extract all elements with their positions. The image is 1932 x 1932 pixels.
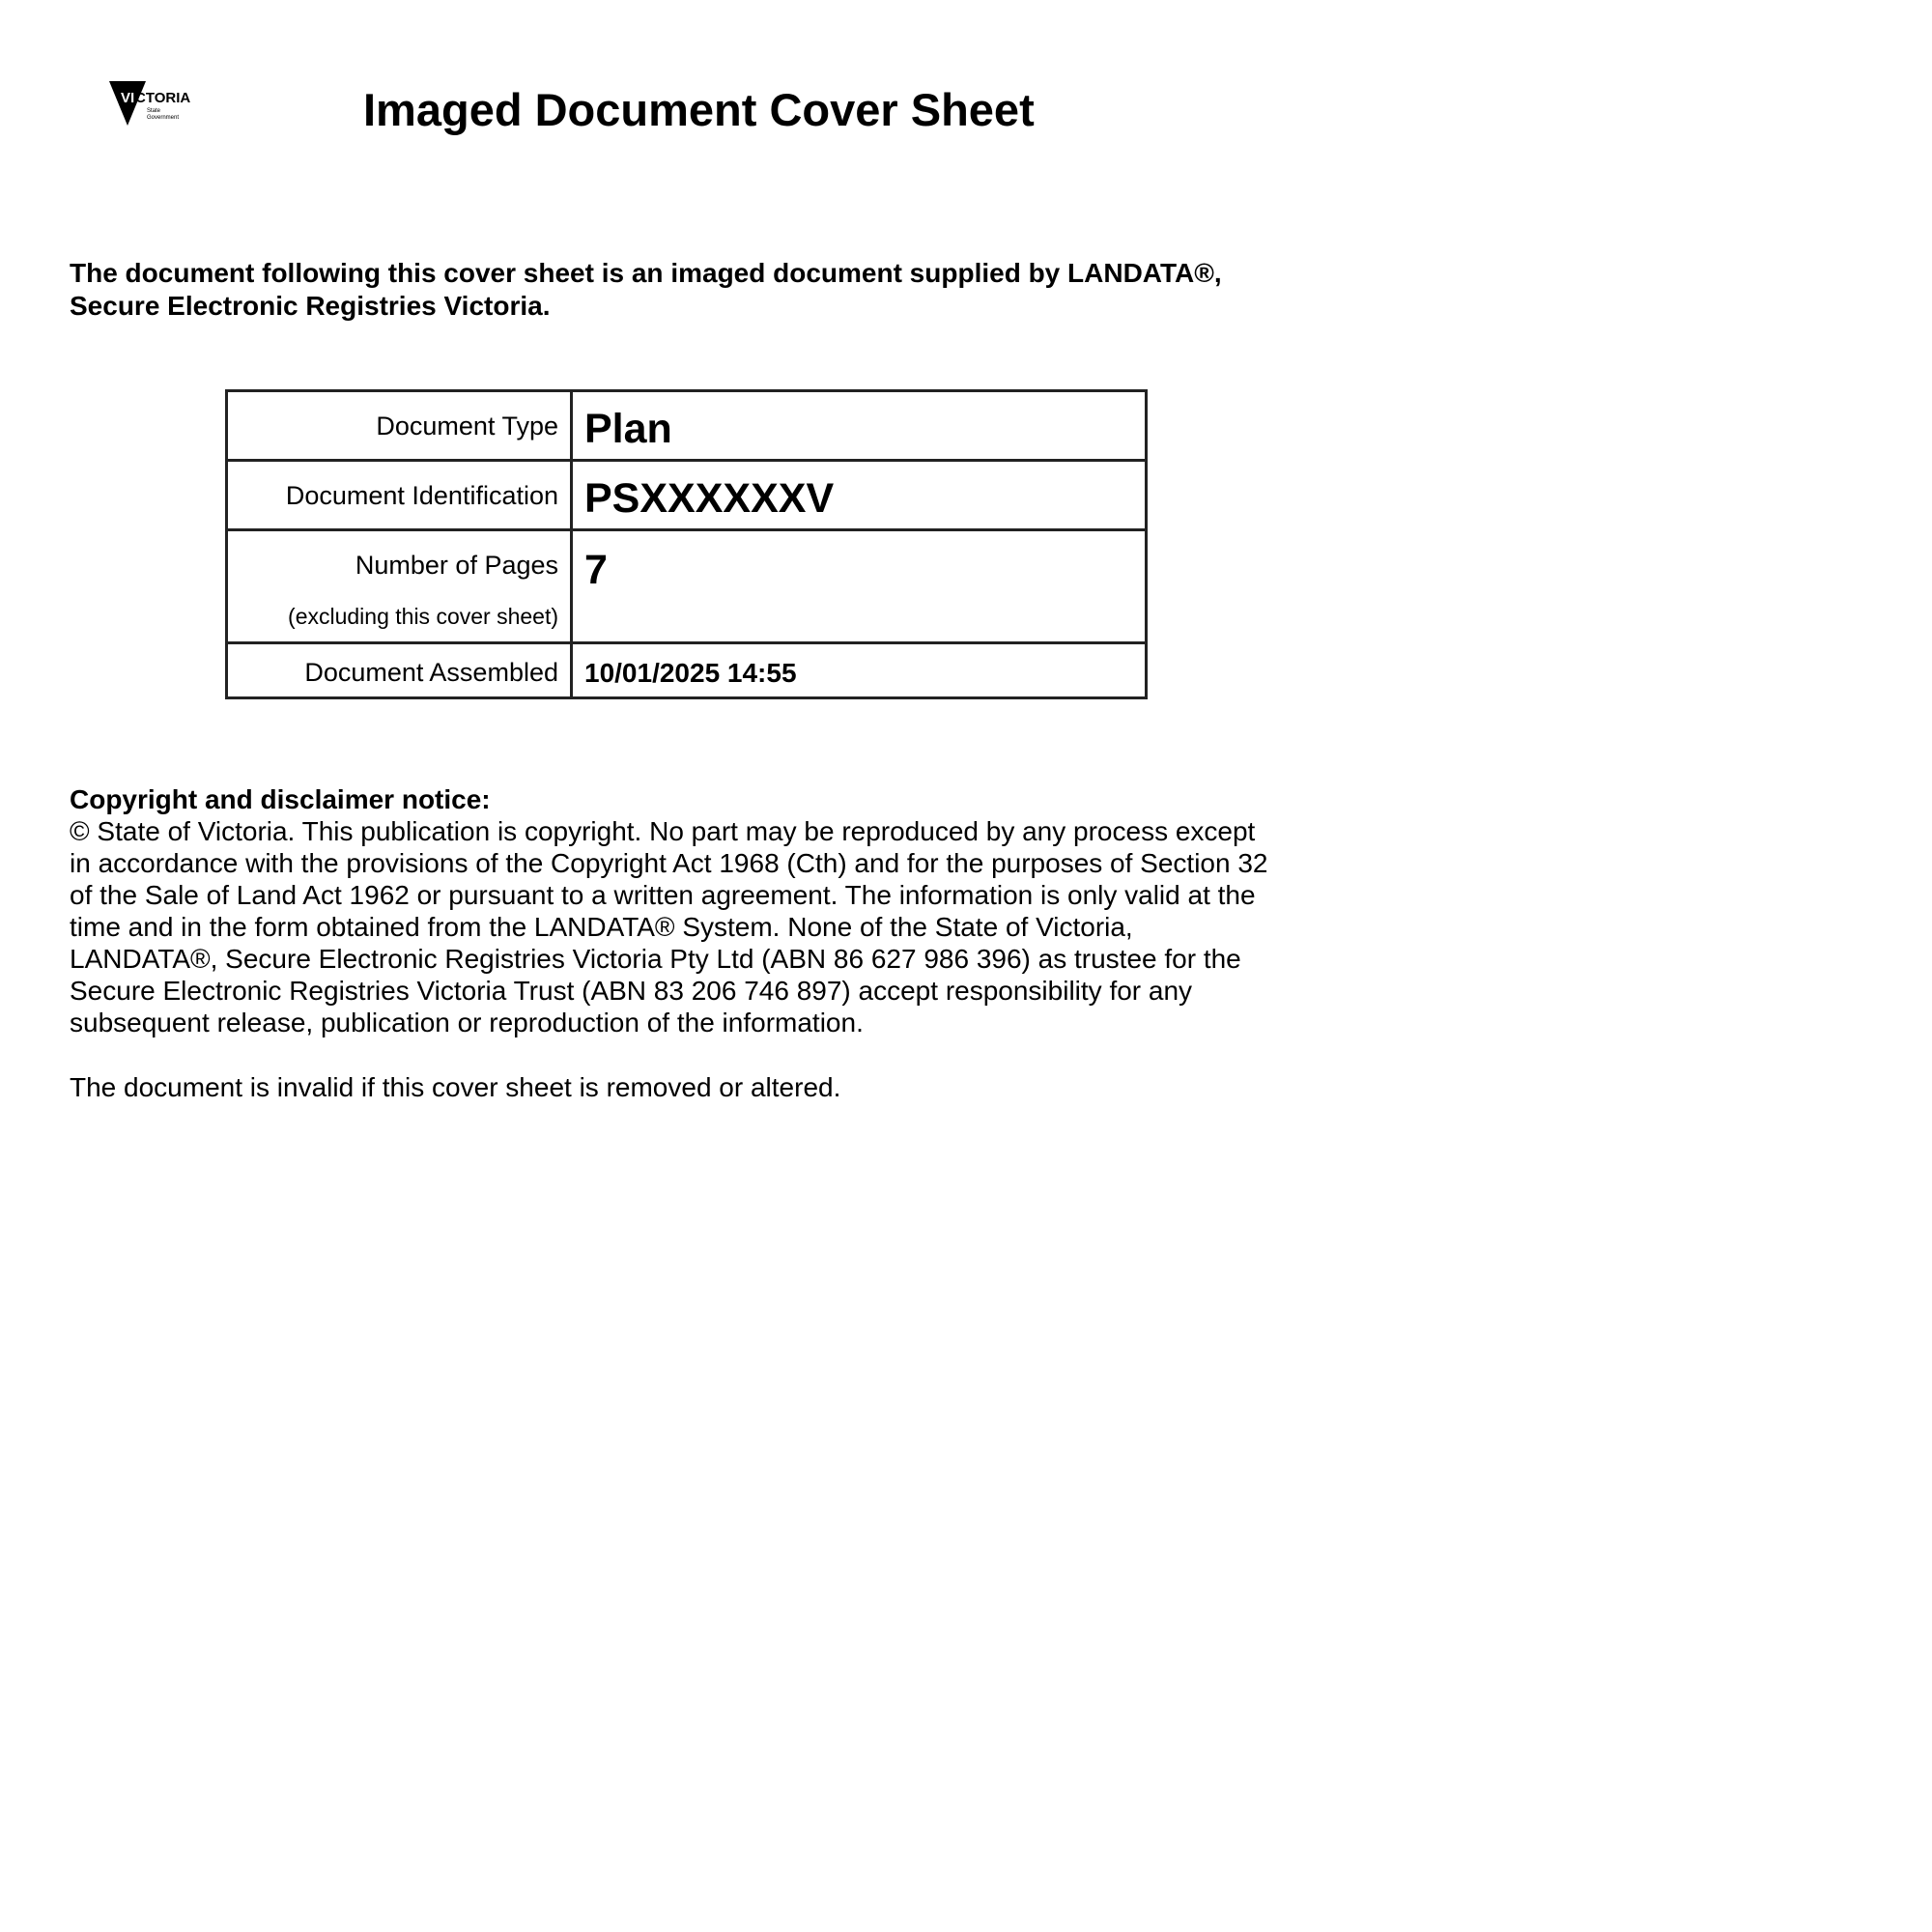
page-title: Imaged Document Cover Sheet — [363, 84, 1035, 135]
copyright-line: time and in the form obtained from the LANDATA® System. None of the State of Victoria, — [70, 912, 1133, 942]
svg-text:CTORIA: CTORIA — [135, 90, 191, 106]
copyright-line: LANDATA®, Secure Electronic Registries Victoria Pty Ltd (ABN 86 627 986 396) as trustee for the — [70, 944, 1241, 974]
row-sublabel: (excluding this cover sheet) — [288, 604, 558, 629]
copyright-line: © State of Victoria. This publication is copyright. No part may be reproduced by any process except — [70, 816, 1256, 846]
copyright-line: of the Sale of Land Act 1962 or pursuant to a written agreement. The information is only valid at the — [70, 880, 1256, 910]
table-row-document-assembled — [227, 643, 1147, 698]
row-value: 10/01/2025 14:55 — [572, 643, 1147, 698]
row-value: 7 — [572, 530, 1147, 643]
row-label: Document Identification — [227, 461, 572, 530]
table-row-number-of-pages — [227, 530, 1147, 643]
intro-statement — [70, 257, 1325, 323]
table-row-document-type — [227, 391, 1147, 461]
copyright-line: in accordance with the provisions of the Copyright Act 1968 (Cth) and for the purposes of Section 32 — [70, 848, 1268, 878]
copyright-line: Secure Electronic Registries Victoria Trust (ABN 83 206 746 897) accept responsibility for any — [70, 976, 1193, 1006]
row-value: PSXXXXXXV — [572, 461, 1147, 530]
document-details-table — [225, 389, 1148, 699]
svg-text:State: State — [147, 108, 161, 114]
intro-line: The document following this cover sheet is an imaged document supplied by LANDATA®, — [70, 258, 1222, 288]
row-label-cell — [227, 530, 572, 643]
row-label: Document Type — [227, 391, 572, 461]
victoria-state-government-logo — [109, 79, 196, 128]
table-row-document-identification — [227, 461, 1147, 530]
invalid-notice: The document is invalid if this cover sheet is removed or altered. — [70, 1072, 841, 1102]
copyright-heading: Copyright and disclaimer notice: — [70, 784, 491, 814]
copyright-notice — [70, 783, 1325, 1038]
intro-line: Secure Electronic Registries Victoria. — [70, 291, 551, 321]
row-label: Document Assembled — [227, 643, 572, 698]
row-label: Number of Pages — [355, 551, 558, 580]
svg-text:VI: VI — [121, 90, 135, 106]
row-value: Plan — [572, 391, 1147, 461]
copyright-line: subsequent release, publication or reproduction of the information. — [70, 1008, 864, 1037]
svg-text:Government: Government — [147, 115, 180, 121]
